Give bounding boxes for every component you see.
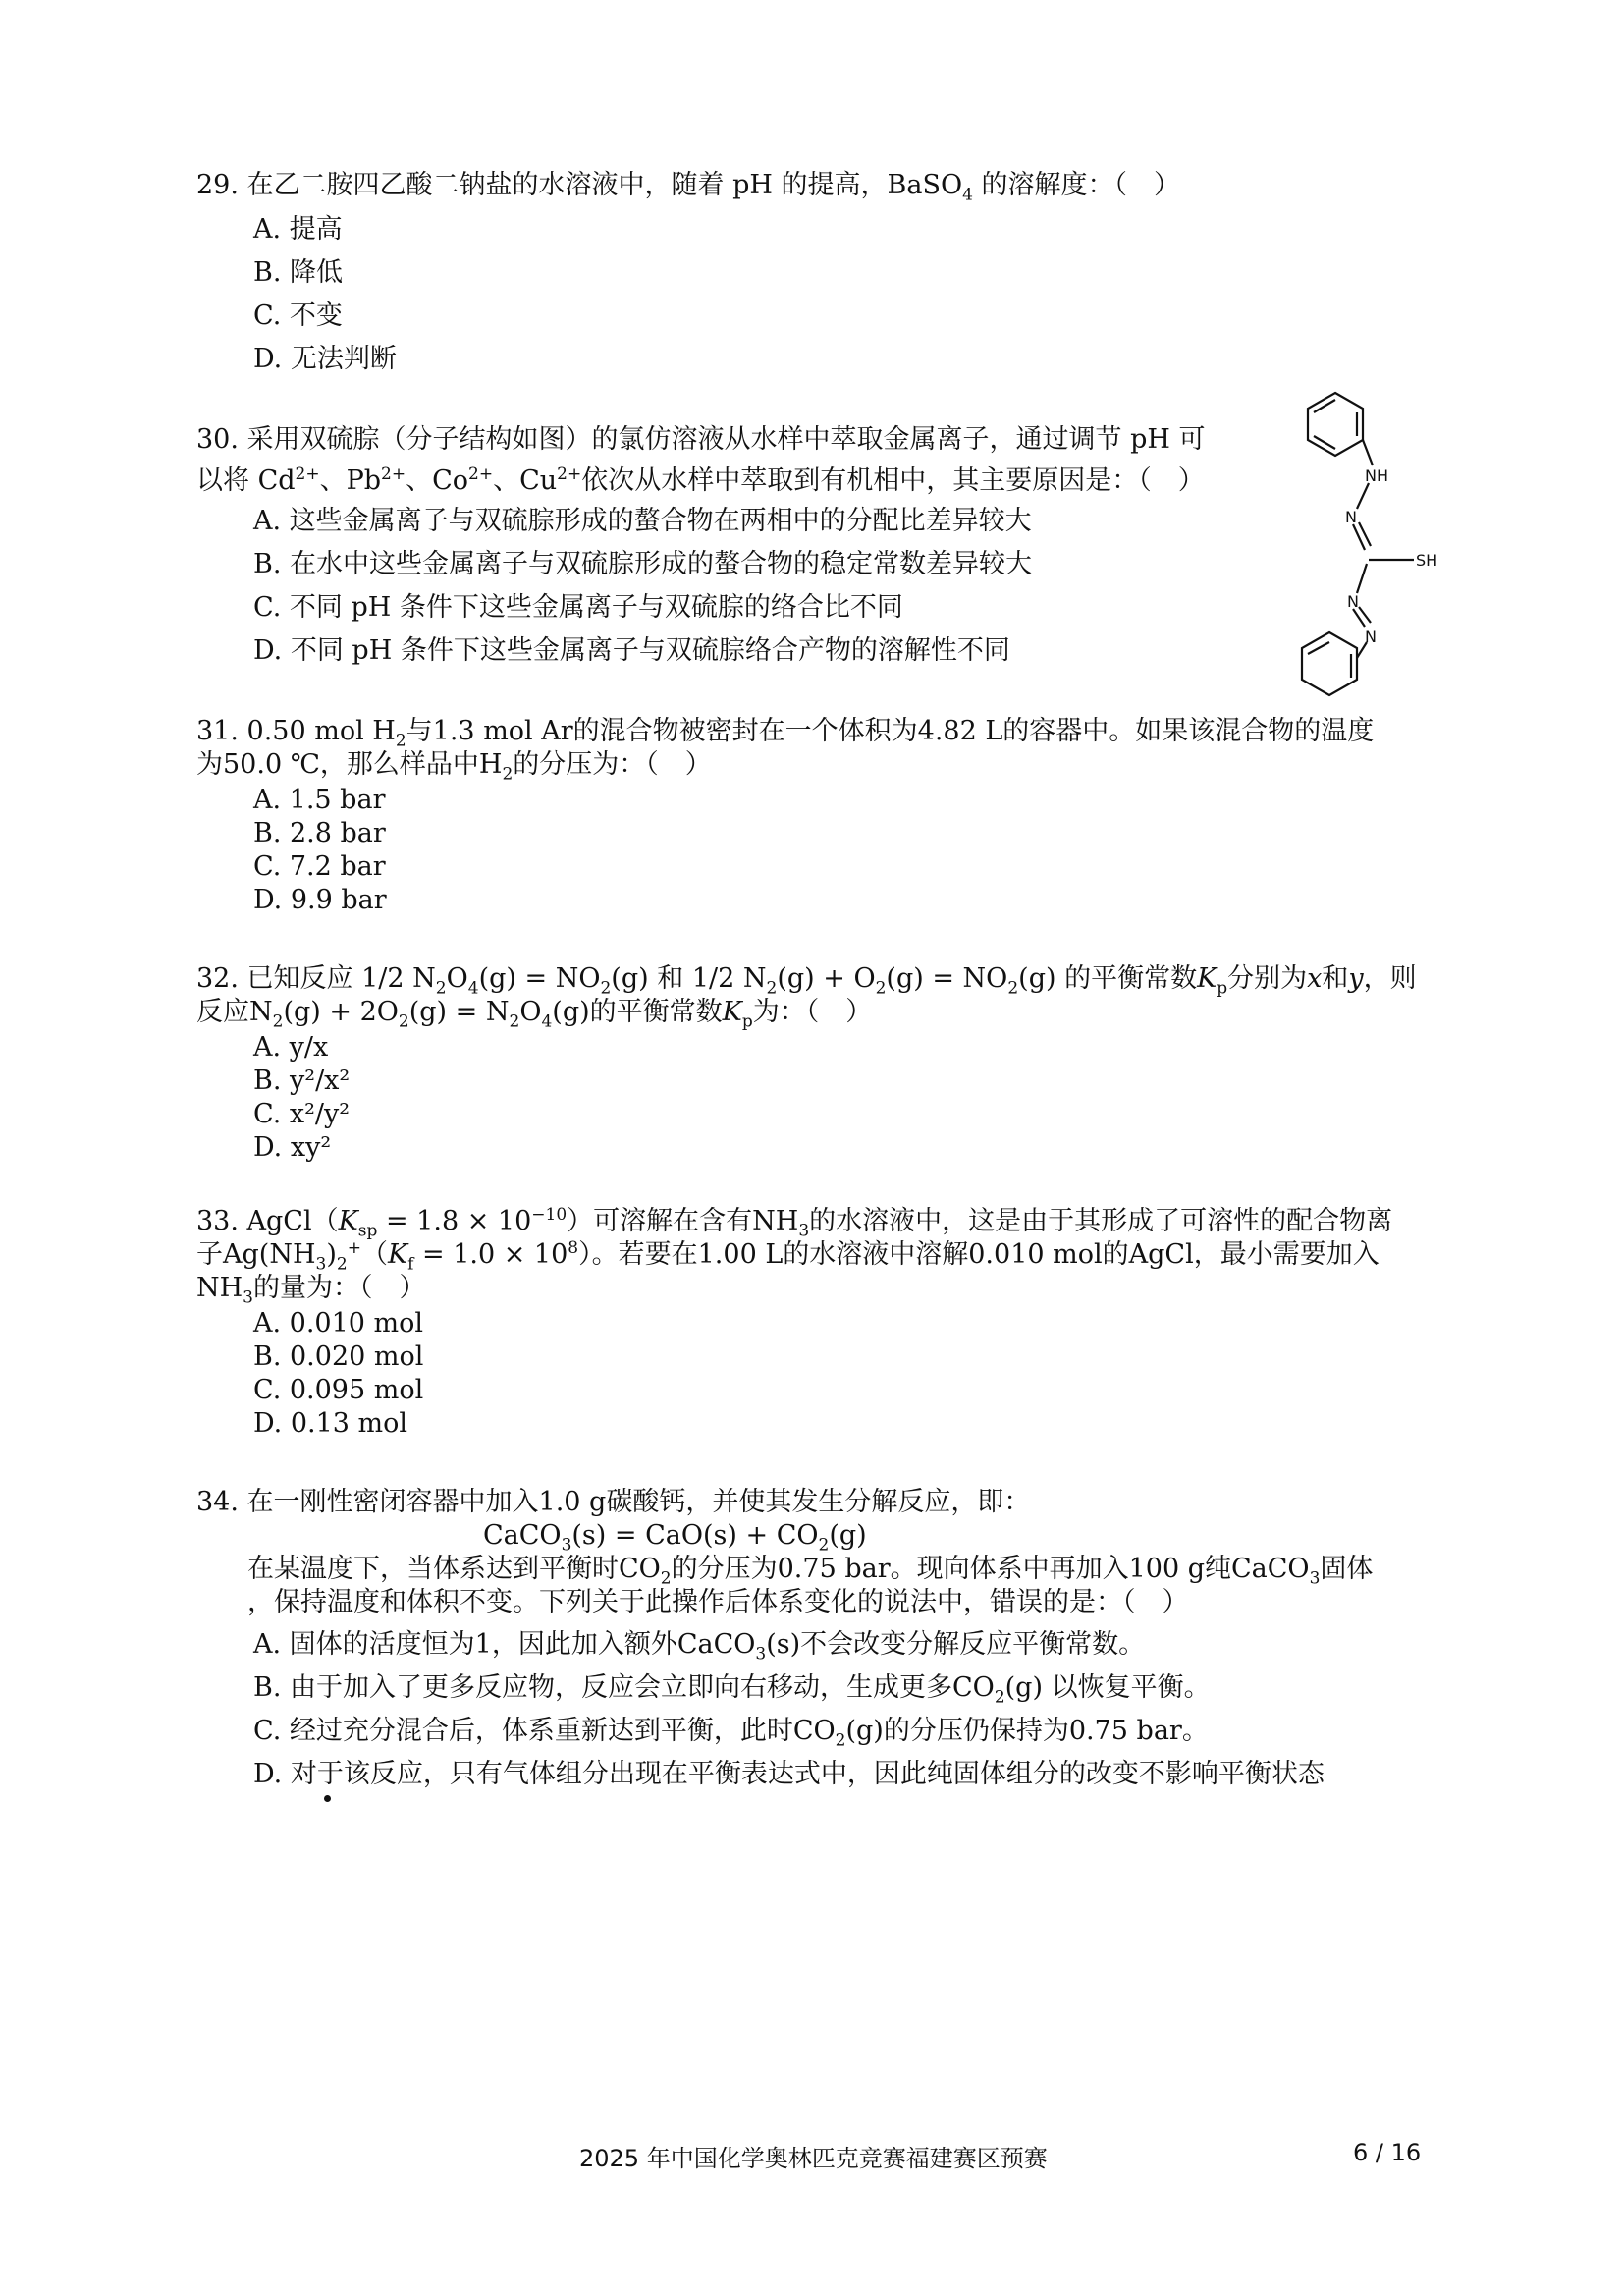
question-30-stem-line2: 以将 $Cd^{2+}$、$Pb^{2+}$、$Co^{2+}$、$Cu^{2+}$依次从水样中萃取到有机相中，其主要原因是：（ ）: [196, 465, 1205, 496]
question-34-stem-line3: 在某温度下，当体系达到平衡时$CO_2$的分压为0.75 bar。现向体系中再加入100 g纯CaCO$_3$固体: [247, 1554, 1374, 1589]
question-30-option-a: A. 这些金属离子与双硫腙形成的螯合物在两相中的分配比差异较大: [253, 506, 1032, 536]
question-34-option-d: D. 对于该反应，只有气体组分出现在平衡表达式中，因此纯固体组分的改变不影响平衡状态: [253, 1759, 1325, 1789]
question-29-option-a: A. 提高: [253, 214, 343, 245]
question-34-option-c: C. 经过充分混合后，体系重新达到平衡，此时$CO_2(g)$的分压仍保持为0.75 bar。: [253, 1716, 1209, 1751]
question-34-option-b: B. 由于加入了更多反应物，反应会立即向右移动，生成更多$CO_2(g)$ 以恢复平衡。: [253, 1672, 1211, 1708]
question-33-option-c: C. 0.095 mol: [253, 1375, 424, 1405]
dithizone-structure-diagram: [1267, 385, 1443, 699]
question-32-stem-line2: 反应$N_2(g) + 2O_2(g) = N_2O_4(g)$的平衡常数$K_p$为：（ ）: [196, 997, 873, 1032]
period-mark: [324, 1795, 331, 1802]
question-31-stem-line2: 为50.0 ℃，那么样品中$H_2$的分压为：（ ）: [196, 749, 712, 785]
label-sh: SH: [1416, 551, 1438, 570]
question-34-equation: CaCO$_3$(s) = $CaO(s) + CO_2(g)$: [483, 1520, 867, 1556]
question-32-stem-line1: 32. 已知反应 1/2 $N_2O_4(g) = NO_2(g)$ 和 1/2 $N_2(g) + O_2(g) = NO_2(g)$ 的平衡常数$K_p$分别为x和y，则: [196, 963, 1417, 999]
question-30: [196, 423, 1206, 673]
question-34-stem-line4: ，保持温度和体积不变。下列关于此操作后体系变化的说法中，错误的是：（ ）: [247, 1587, 1189, 1617]
question-31: [196, 715, 1374, 917]
question-33-option-d: D. 0.13 mol: [253, 1408, 408, 1439]
question-29-option-d: D. 无法判断: [253, 344, 397, 374]
page-number: 6 / 16: [1353, 2139, 1422, 2166]
question-29-stem: 29. 在乙二胺四乙酸二钠盐的水溶液中，随着 pH 的提高，BaSO$_4$ 的溶解度：（ ）: [196, 170, 1181, 205]
question-31-option-a: A. 1.5 bar: [253, 785, 386, 815]
question-34-stem-line1: 34. 在一刚性密闭容器中加入1.0 g碳酸钙，并使其发生分解反应，即：: [196, 1487, 1031, 1517]
question-32-option-d: D. xy²: [253, 1132, 332, 1163]
question-32: [196, 962, 1417, 1165]
question-30-option-b: B. 在水中这些金属离子与双硫腙形成的螯合物的稳定常数差异较大: [253, 549, 1033, 579]
label-n-1: N: [1345, 508, 1357, 526]
question-33-stem-line1: 33. $AgCl(K_{sp} = 1.8 \times 10^{-10})$可溶解在含有$NH_3$的水溶液中，这是由于其形成了可溶性的配合物离: [196, 1205, 1393, 1241]
question-31-option-c: C. 7.2 bar: [253, 851, 386, 882]
question-33-option-a: A. 0.010 mol: [253, 1308, 424, 1339]
question-31-option-b: B. 2.8 bar: [253, 818, 386, 848]
question-29-option-b: B. 降低: [253, 257, 344, 288]
question-34-option-a: A. 固体的活度恒为1，因此加入额外CaCO$_3$(s)不会改变分解反应平衡常数。: [253, 1629, 1146, 1665]
top-benzene-ring: [1308, 393, 1363, 456]
question-32-option-b: B. y²/x²: [253, 1066, 351, 1096]
question-29: [196, 169, 1180, 381]
question-33-stem-line3: $NH_3$的量为：（ ）: [196, 1273, 426, 1308]
question-33-stem-line2: 子$Ag(NH_3)_2^+(K_f = 1.0 \times 10^8)$。若要在1.00 L的水溶液中溶解0.010 mol的AgCl，最小需要加入: [196, 1238, 1380, 1275]
question-29-option-c: C. 不变: [253, 301, 343, 331]
question-32-option-a: A. y/x: [253, 1032, 329, 1063]
question-32-option-c: C. x²/y²: [253, 1099, 351, 1129]
question-30-option-d: D. 不同 pH 条件下这些金属离子与双硫腙络合产物的溶解性不同: [253, 635, 1010, 666]
bottom-benzene-ring: [1302, 632, 1357, 695]
label-n-2: N: [1347, 592, 1359, 611]
question-30-option-c: C. 不同 pH 条件下这些金属离子与双硫腙的络合比不同: [253, 592, 903, 623]
question-30-stem-line1: 30. 采用双硫腙（分子结构如图）的氯仿溶液从水样中萃取金属离子，通过调节 pH 可: [196, 424, 1206, 455]
question-34: [196, 1486, 1373, 1796]
label-n-3: N: [1365, 628, 1377, 646]
question-31-option-d: D. 9.9 bar: [253, 885, 387, 915]
label-nh: NH: [1365, 466, 1388, 485]
question-33: [196, 1205, 1392, 1441]
footer-title: 2025 年中国化学奥林匹克竞赛福建赛区预赛: [579, 2145, 1048, 2172]
question-31-stem-line1: 31. 0.50 mol $H_2$与1.3 mol Ar的混合物被密封在一个体积为4.82 L的容器中。如果该混合物的温度: [196, 716, 1375, 751]
question-33-option-b: B. 0.020 mol: [253, 1341, 424, 1372]
